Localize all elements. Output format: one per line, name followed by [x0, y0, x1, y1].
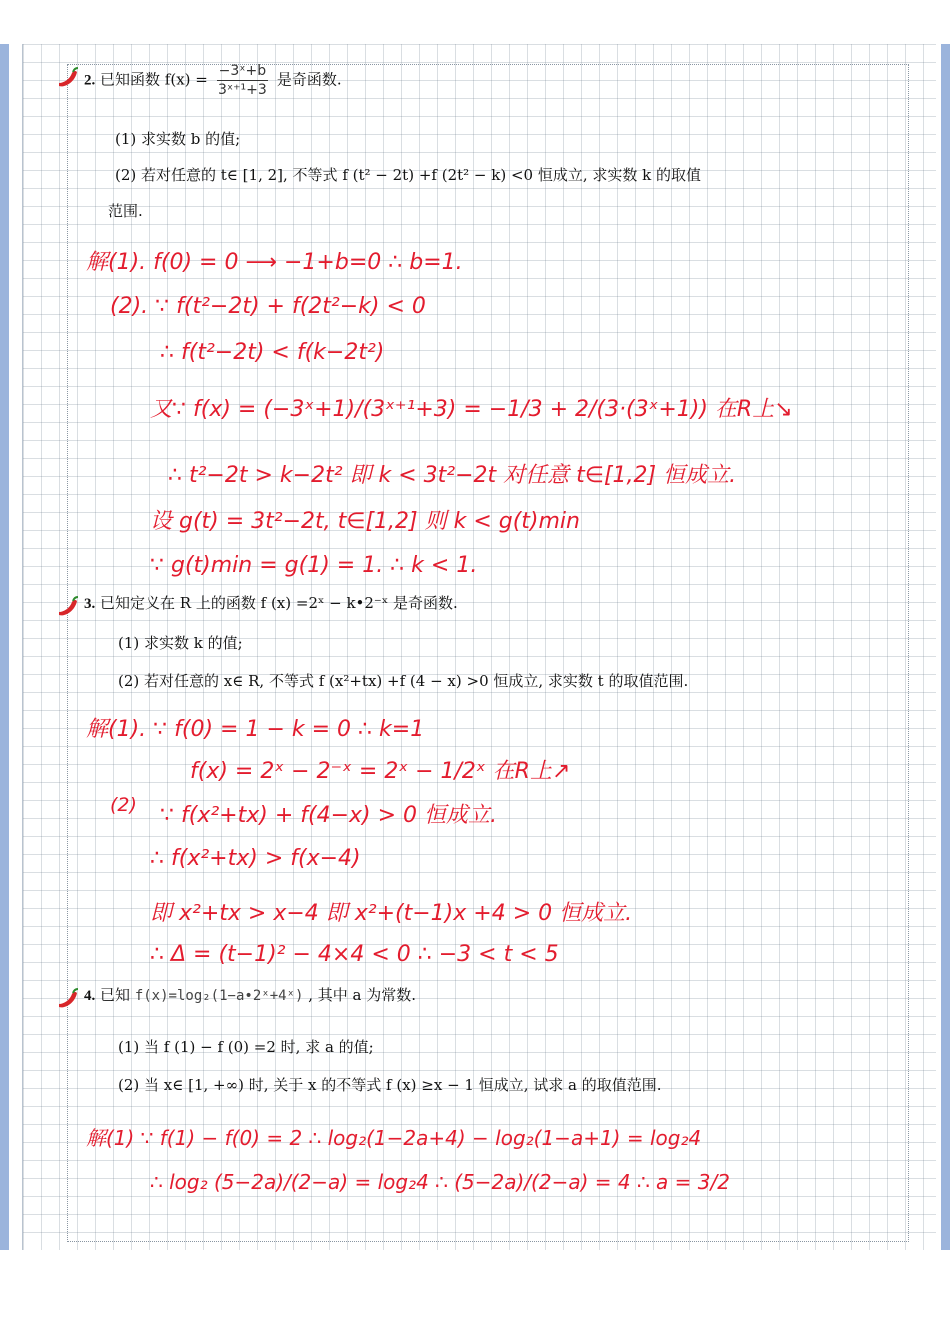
p2-solution-line-6: 设 g(t) = 3t²−2t, t∈[1,2] 则 k < g(t)min [150, 509, 580, 534]
fraction-numerator: −3ˣ+b [218, 63, 267, 79]
p2-solution-line-2: (2). ∵ f(t²−2t) + f(2t²−k) < 0 [110, 294, 426, 319]
problem-3-stem-text: 已知定义在 R 上的函数 f (x) =2ˣ − k•2⁻ˣ 是奇函数. [100, 594, 458, 612]
p3-solution-line-7: ∴ Δ = (t−1)² − 4×4 < 0 ∴ −3 < t < 5 [150, 942, 559, 967]
chili-pepper-icon [55, 66, 81, 90]
p3-solution-line-1: 解(1). ∵ f(0) = 1 − k = 0 ∴ k=1 [86, 717, 425, 742]
right-page-edge [941, 44, 950, 1250]
problem-2-stem [84, 64, 342, 97]
p3-solution-line-6: 即 x²+tx > x−4 即 x²+(t−1)x +4 > 0 恒成立. [150, 901, 633, 926]
problem-4-number: 4. [84, 988, 96, 1004]
p2-solution-line-7: ∵ g(t)min = g(1) = 1. ∴ k < 1. [150, 553, 478, 578]
problem-3-number: 3. [84, 596, 96, 612]
problem-3-question-1: (1) 求实数 k 的值; [118, 634, 243, 652]
grid-frame [67, 64, 909, 1242]
problem-2-number: 2. [84, 72, 96, 89]
p2-solution-line-1: 解(1). f(0) = 0 ⟶ −1+b=0 ∴ b=1. [86, 250, 463, 275]
problem-2-stem-text: 已知函数 f(x) = [100, 70, 208, 89]
p3-solution-line-5: ∴ f(x²+tx) > f(x−4) [150, 846, 361, 871]
p2-solution-line-3: ∴ f(t²−2t) < f(k−2t²) [160, 340, 385, 365]
p3-solution-line-3: (2) [110, 794, 137, 816]
problem-4-stem [84, 988, 416, 1004]
chili-pepper-icon [55, 595, 81, 619]
problem-4-question-2: (2) 当 x∈ [1, +∞) 时, 关于 x 的不等式 f (x) ≥x − 1 恒成立, 试求 a 的取值范围. [118, 1076, 662, 1094]
problem-2-question-2-continued: 范围. [108, 202, 143, 220]
problem-4-question-1: (1) 当 f (1) − f (0) =2 时, 求 a 的值; [118, 1038, 374, 1056]
p2-solution-line-4: 又∵ f(x) = (−3ˣ+1)/(3ˣ⁺¹+3) = −1/3 + 2/(3·(3ˣ+1)) 在R上↘ [150, 397, 793, 422]
problem-3-stem [84, 596, 458, 612]
p3-solution-line-2: f(x) = 2ˣ − 2⁻ˣ = 2ˣ − 1/2ˣ 在R上↗ [190, 759, 571, 784]
p4-solution-line-1: 解(1) ∵ f(1) − f(0) = 2 ∴ log₂(1−2a+4) − log₂(1−a+1) = log₂4 [86, 1126, 702, 1150]
problem-2-fraction [217, 64, 268, 97]
problem-4-stem-end: , 其中 a 为常数. [308, 986, 416, 1004]
p2-solution-line-5: ∴ t²−2t > k−2t² 即 k < 3t²−2t 对任意 t∈[1,2] 恒成立. [168, 463, 737, 488]
chili-pepper-icon [55, 987, 81, 1011]
problem-2-question-2: (2) 若对任意的 t∈ [1, 2], 不等式 f (t² − 2t) +f (2t² − k) <0 恒成立, 求实数 k 的取值 [115, 166, 702, 184]
p4-solution-line-2: ∴ log₂ (5−2a)/(2−a) = log₂4 ∴ (5−2a)/(2−a) = 4 ∴ a = 3/2 [150, 1170, 730, 1194]
problem-2-stem-end: 是奇函数. [276, 70, 342, 89]
problem-4-formula: f(x)=log₂(1−a•2ˣ+4ˣ) [134, 988, 304, 1004]
problem-4-stem-text: 已知 [100, 986, 131, 1004]
p3-solution-line-4: ∵ f(x²+tx) + f(4−x) > 0 恒成立. [160, 803, 498, 828]
left-page-edge [0, 44, 9, 1250]
problem-2-question-1: (1) 求实数 b 的值; [115, 130, 241, 148]
fraction-denominator: 3ˣ⁺¹+3 [217, 82, 267, 98]
problem-3-question-2: (2) 若对任意的 x∈ R, 不等式 f (x²+tx) +f (4 − x) >0 恒成立, 求实数 t 的取值范围. [118, 672, 689, 690]
